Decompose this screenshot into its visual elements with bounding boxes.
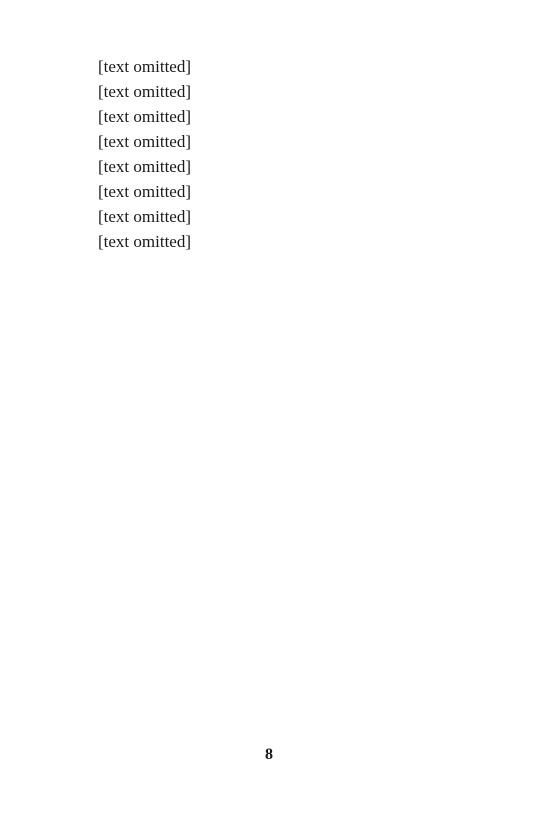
- paragraph: [text omitted]: [98, 207, 192, 226]
- page-number: 8: [265, 746, 273, 763]
- paragraph: [text omitted]: [98, 182, 192, 201]
- paragraph: [text omitted]: [98, 107, 192, 126]
- paragraph: [text omitted]: [98, 132, 192, 151]
- page-body: [72, 54, 472, 254]
- paragraph: [text omitted]: [98, 157, 192, 176]
- paragraph: [text omitted]: [98, 82, 192, 101]
- paragraph: [text omitted]: [98, 57, 192, 76]
- paragraph: [text omitted]: [98, 232, 192, 251]
